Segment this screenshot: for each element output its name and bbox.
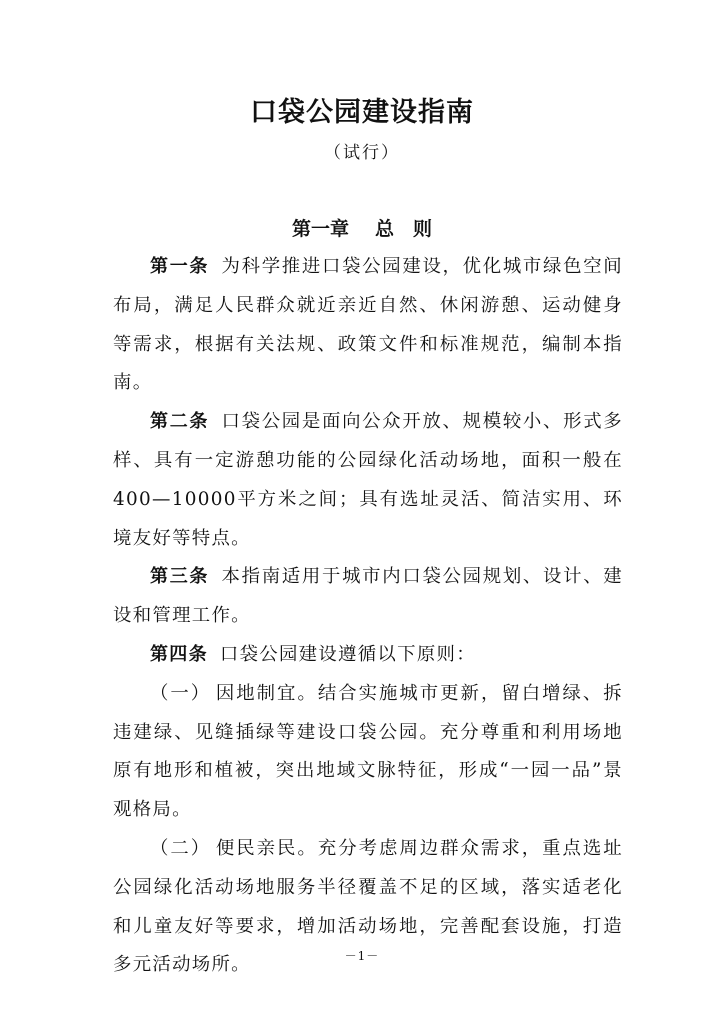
article-paragraph: [113, 403, 623, 558]
article-heading: 第三条: [150, 566, 210, 588]
chapter-number: 第一章: [291, 218, 349, 240]
article-text: 口袋公园建设遵循以下原则：: [219, 643, 476, 665]
principle-text: 便民亲民。充分考虑周边群众需求，重点选址公园绿化活动场地服务半径覆盖不足的区域，落实适老化和儿童友好等要求，增加活动场地，完善配套设施，打造多元活动场所。: [113, 837, 623, 976]
chapter-name: 总 则: [375, 218, 433, 240]
article-text: 口袋公园是面向公众开放、规模较小、形式多样、具有一定游憩功能的公园绿化活动场地，面积一般在400—10000平方米之间；具有选址灵活、简洁实用、环境友好等特点。: [113, 411, 623, 549]
chapter-heading: [0, 211, 724, 247]
article-text: 为科学推进口袋公园建设，优化城市绿色空间布局，满足人民群众就近亲近自然、休闲游憩、运动健身等需求，根据有关法规、政策文件和标准规范，编制本指南。: [113, 256, 623, 394]
article-text: 本指南适用于城市内口袋公园规划、设计、建设和管理工作。: [113, 566, 623, 627]
article-heading: 第二条: [150, 411, 210, 433]
document-subtitle: （试行）: [324, 143, 400, 163]
document-title: 口袋公园建设指南: [250, 97, 474, 128]
principle-label: （一）: [150, 682, 212, 704]
document-body: [113, 248, 623, 985]
article-paragraph: [113, 558, 623, 636]
article-heading: 第一条: [150, 256, 210, 277]
article-paragraph: [113, 636, 623, 675]
page-number: －1－: [344, 949, 380, 963]
principle-item: [113, 675, 623, 830]
article-paragraph: [113, 248, 623, 403]
principle-text: 因地制宜。结合实施城市更新，留白增绿、拆违建绿、见缝插绿等建设口袋公园。充分尊重和利用场地原有地形和植被，突出地域文脉特征，形成“一园一品”景观格局。: [113, 682, 623, 821]
principle-label: （二）: [150, 837, 212, 859]
article-heading: 第四条: [150, 643, 208, 665]
